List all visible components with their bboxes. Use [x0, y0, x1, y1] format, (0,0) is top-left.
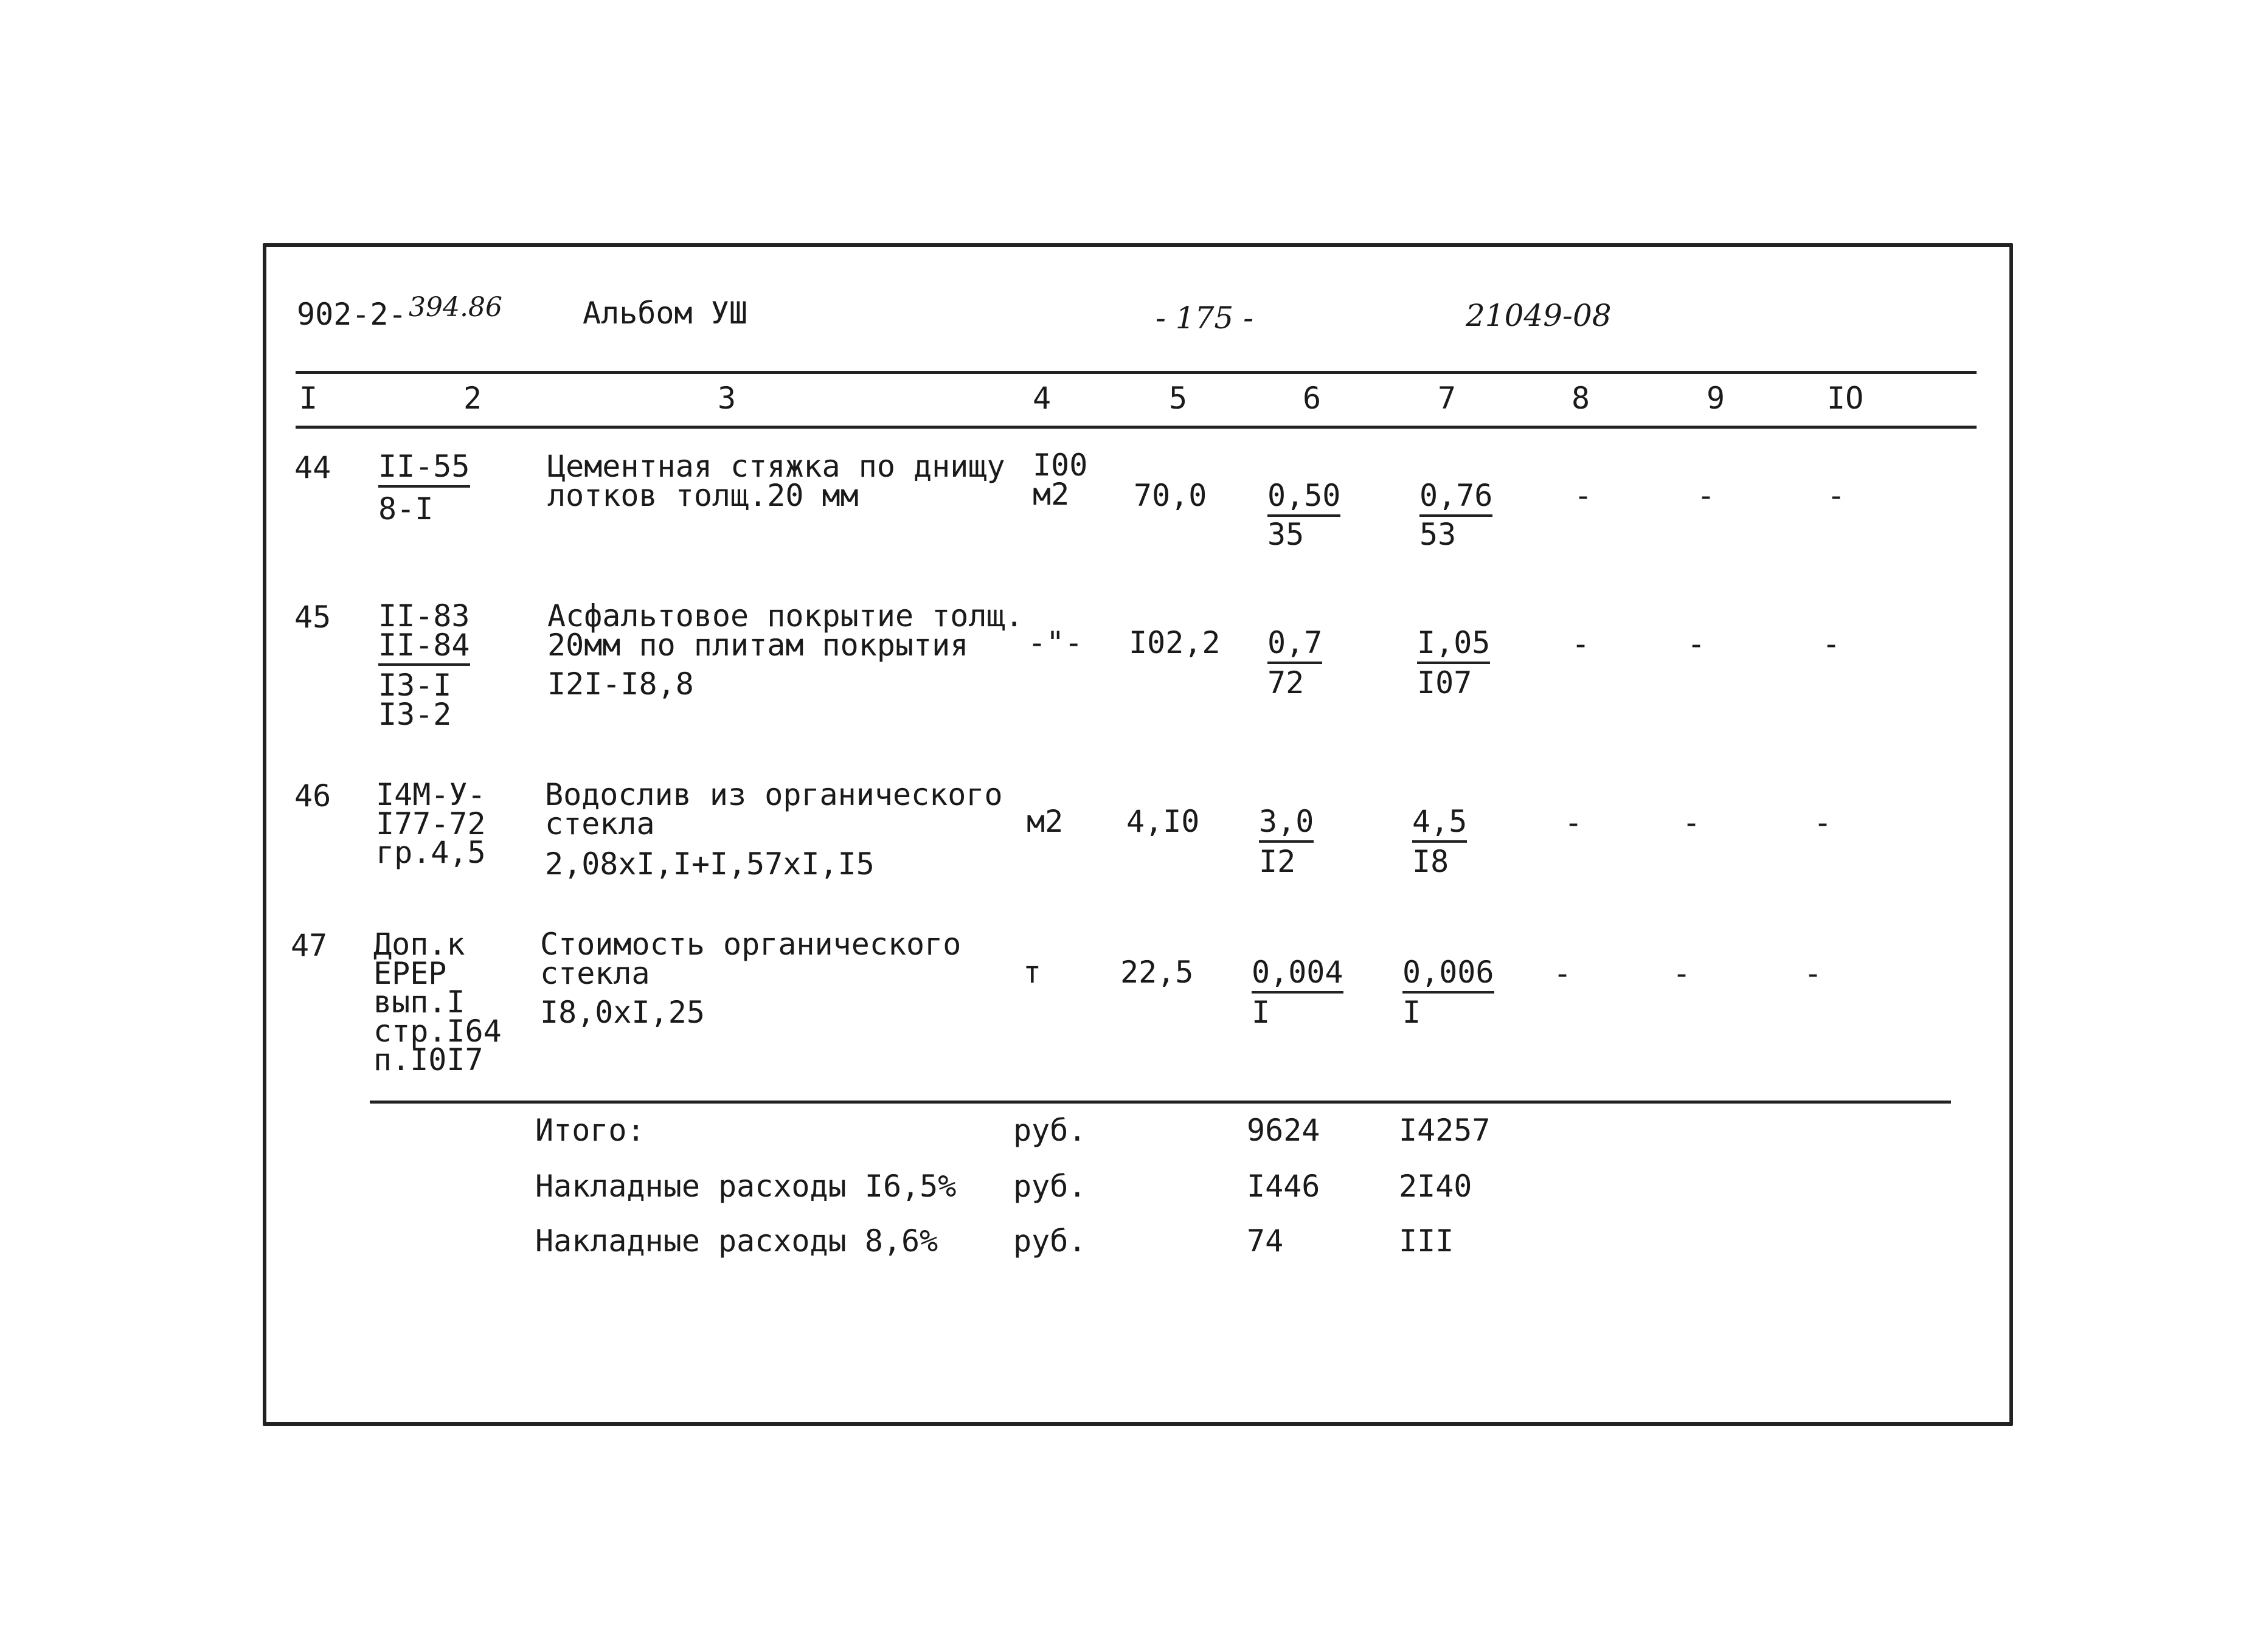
row-44-ref-bottom: 8-I	[378, 491, 434, 527]
col-10-header: IO	[1827, 381, 1864, 416]
col-1-header: I	[299, 381, 318, 416]
album-label: Альбом УШ	[583, 295, 747, 331]
row-46-col7-bottom: I8	[1412, 844, 1449, 879]
row-45-calc: I2I-I8,8	[547, 666, 694, 702]
row-44-unit: I00 м2	[1033, 448, 1088, 512]
row-46-qty: 4,I0	[1126, 804, 1200, 839]
row-44-col7-bottom: 53	[1419, 517, 1457, 552]
row-45-ref-top: II-83 II-84	[378, 602, 470, 666]
overhead-2-unit: руб.	[1013, 1223, 1087, 1259]
total-label: Итого:	[535, 1113, 645, 1148]
row-47-col6-top: 0,004	[1252, 957, 1343, 994]
col-4-header: 4	[1033, 381, 1052, 416]
header-rule-bottom	[296, 426, 1977, 429]
col-3-header: 3	[718, 381, 736, 416]
overhead-1-col6: I446	[1247, 1169, 1320, 1204]
overhead-2-col7: III	[1399, 1223, 1454, 1259]
row-44-col6-top: 0,50	[1267, 480, 1340, 517]
row-46-col8: -	[1564, 805, 1583, 840]
col-8-header: 8	[1572, 381, 1590, 416]
row-47-col10: -	[1804, 956, 1823, 991]
row-47-qty: 22,5	[1120, 955, 1194, 990]
row-44-col10: -	[1827, 478, 1846, 513]
row-44-col9: -	[1697, 478, 1716, 513]
row-47-col6-bottom: I	[1252, 995, 1270, 1030]
row-45-col9: -	[1687, 626, 1706, 662]
row-46-calc: 2,08xI,I+I,57xI,I5	[545, 846, 875, 882]
row-47-col8: -	[1553, 956, 1572, 991]
row-46-col6-top: 3,0	[1259, 806, 1314, 843]
row-45-qty: I02,2	[1129, 625, 1221, 660]
header-rule-top	[296, 371, 1977, 374]
row-44-col7-top: 0,76	[1419, 480, 1492, 517]
row-44-number: 44	[294, 450, 331, 485]
col-6-header: 6	[1303, 381, 1322, 416]
row-45-number: 45	[294, 600, 331, 635]
overhead-1-col7: 2I40	[1399, 1169, 1472, 1204]
row-45-col7-top: I,05	[1417, 627, 1490, 664]
col-2-header: 2	[463, 381, 482, 416]
row-46-unit: м2	[1027, 804, 1064, 839]
row-45-col6-top: 0,7	[1267, 627, 1322, 664]
row-47-col7-bottom: I	[1402, 995, 1421, 1030]
row-44-col8: -	[1574, 478, 1593, 513]
row-46-description: Водослив из органического стекла	[545, 777, 1003, 842]
row-47-col9: -	[1672, 956, 1691, 991]
col-7-header: 7	[1438, 381, 1457, 416]
row-47-col7-top: 0,006	[1402, 957, 1494, 994]
overhead-2-label: Накладные расходы 8,6%	[535, 1223, 938, 1259]
col-9-header: 9	[1707, 381, 1725, 416]
row-45-col7-bottom: I07	[1417, 665, 1472, 700]
overhead-1-label: Накладные расходы I6,5%	[535, 1169, 957, 1204]
row-45-col6-bottom: 72	[1267, 665, 1305, 700]
row-46-col6-bottom: I2	[1259, 844, 1296, 879]
row-46-ref: I4М-У- I77-72 гр.4,5	[376, 777, 486, 870]
row-47-calc: I8,0xI,25	[540, 995, 705, 1030]
total-unit: руб.	[1013, 1113, 1087, 1148]
row-46-number: 46	[294, 778, 331, 814]
col-5-header: 5	[1169, 381, 1188, 416]
overhead-1-unit: руб.	[1013, 1169, 1087, 1204]
total-col6: 9624	[1247, 1113, 1320, 1148]
row-46-col10: -	[1814, 805, 1832, 840]
doc-number: 394.86	[409, 292, 502, 323]
row-47-number: 47	[291, 928, 328, 963]
row-45-ref-bottom: I3-I I3-2	[378, 668, 452, 732]
total-col7: I4257	[1399, 1113, 1491, 1148]
row-47-unit: т	[1023, 955, 1042, 990]
row-47-description: Стоимость органического стекла	[540, 927, 962, 991]
sheet-code: 21049-08	[1466, 298, 1612, 333]
row-45-description: Асфальтовое покрытие толщ. 20мм по плитам покрытия	[547, 598, 1024, 663]
row-45-unit: -"-	[1028, 625, 1083, 660]
row-45-col10: -	[1822, 626, 1841, 662]
row-47-ref: Доп.к ЕРЕР вып.I стр.I64 п.I0I7	[373, 927, 502, 1077]
row-44-description: Цементная стяжка по днищу лотков толщ.20 мм	[547, 449, 1005, 513]
row-46-col9: -	[1682, 805, 1701, 840]
totals-rule	[370, 1101, 1951, 1104]
row-44-col6-bottom: 35	[1267, 517, 1305, 552]
row-46-col7-top: 4,5	[1412, 806, 1467, 843]
row-44-ref-top: II-55	[378, 451, 470, 488]
overhead-2-col6: 74	[1247, 1223, 1284, 1259]
row-45-col8: -	[1572, 626, 1590, 662]
page-number: - 175 -	[1156, 300, 1254, 336]
doc-prefix: 902-2-	[297, 297, 407, 332]
row-44-qty: 70,0	[1134, 478, 1207, 513]
